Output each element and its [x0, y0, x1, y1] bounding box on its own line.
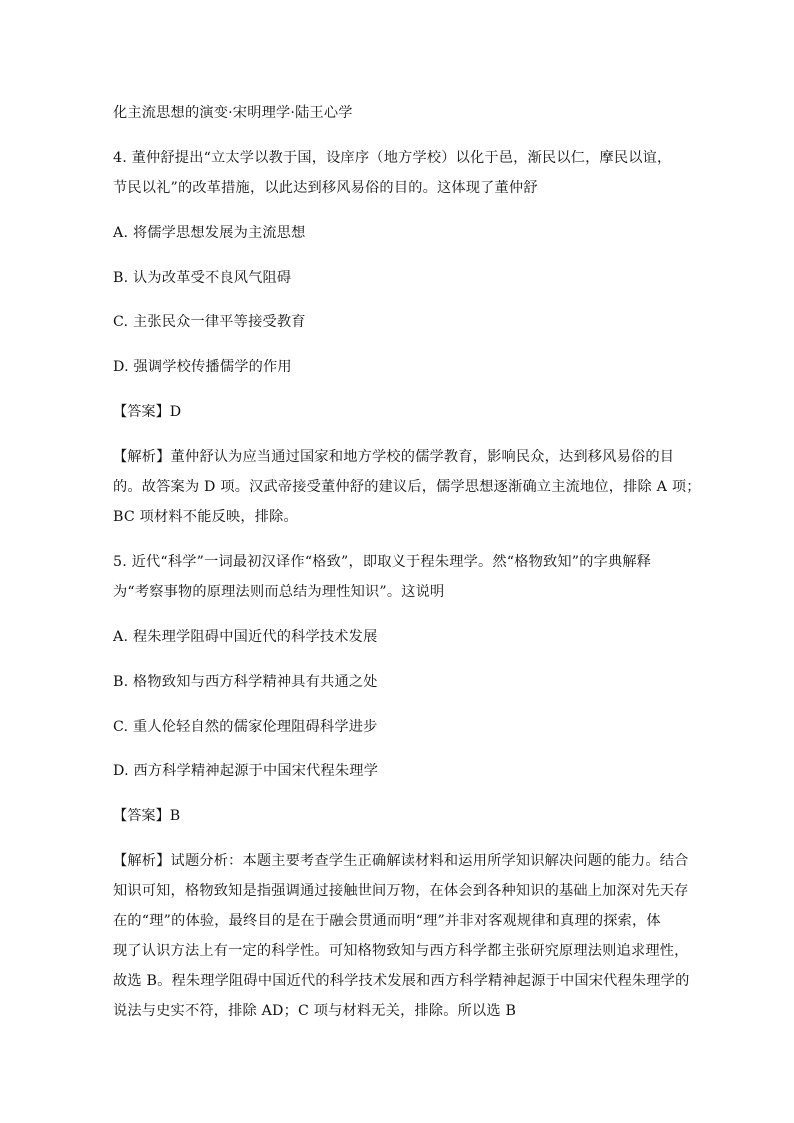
q5-option-b: B. 格物致知与西方科学精神具有共通之处	[113, 674, 378, 690]
q5-analysis-line-4: 现了认识方法上有一定的科学性。可知格物致知与西方科学都主张研究原理法则追求理性，	[113, 943, 689, 959]
q4-answer-value: D	[169, 404, 182, 420]
q4-option-a: A. 将儒学思想发展为主流思想	[113, 225, 306, 241]
q4-option-c: C. 主张民众一律平等接受教育	[113, 314, 306, 330]
q5-stem-line-1: 5. 近代“科学”一词最初汉译作“格致”，即取义于程朱理学。然“格物致知”的字典解释	[113, 554, 652, 570]
q5-analysis-line-3: 在的“理”的体验，最终目的是在于融会贯通而明“理”并非对客观规律和真理的探索，体	[113, 913, 661, 929]
q5-option-a: A. 程朱理学阻碍中国近代的科学技术发展	[113, 629, 378, 645]
q5-analysis-line-2: 知识可知，格物致知是指强调通过接触世间万物，在体会到各种知识的基础上加深对先天存	[113, 883, 689, 899]
q4-stem-line-2: 节民以礼”的改革措施，以此达到移风易俗的目的。这体现了董仲舒	[113, 180, 538, 196]
q5-answer	[113, 806, 180, 826]
header-line: 化主流思想的演变·宋明理学·陆王心学	[113, 105, 353, 121]
q5-answer-value: B	[169, 808, 181, 824]
q4-analysis-line-3: BC 项材料不能反映，排除。	[113, 509, 298, 525]
q5-analysis-line-5: 故选 B。程朱理学阻碍中国近代的科学技术发展和西方科学精神起源于中国宋代程朱理学的	[113, 973, 690, 989]
q4-analysis-line-1: 【解析】董仲舒认为应当通过国家和地方学校的儒学教育，影响民众，达到移风易俗的目	[113, 449, 675, 465]
q4-analysis-line-2: 的。故答案为 D 项。汉武帝接受董仲舒的建议后，儒学思想逐渐确立主流地位，排除 A 项；	[113, 479, 701, 495]
q4-answer	[113, 402, 181, 422]
q5-option-c: C. 重人伦轻自然的儒家伦理阻碍科学进步	[113, 719, 378, 735]
q5-analysis-line-1: 【解析】试题分析：本题主要考查学生正确解读材料和运用所学知识解决问题的能力。结合	[113, 853, 689, 869]
q5-stem-line-2: 为“考察事物的原理法则而总结为理性知识”。这说明	[113, 584, 445, 600]
q4-stem-line-1: 4. 董仲舒提出“立太学以教于国，设庠序（地方学校）以化于邑，渐民以仁，摩民以谊，	[113, 150, 672, 166]
q5-option-d: D. 西方科学精神起源于中国宋代程朱理学	[113, 763, 379, 779]
q4-option-b: B. 认为改革受不良风气阻碍	[113, 270, 292, 286]
q4-option-d: D. 强调学校传播儒学的作用	[113, 359, 292, 375]
q5-analysis-line-6: 说法与史实不符，排除 AD；C 项与材料无关，排除。所以选 B	[113, 1003, 517, 1019]
q5-answer-tag: 【答案】	[113, 808, 170, 824]
q4-answer-tag: 【答案】	[113, 404, 170, 420]
